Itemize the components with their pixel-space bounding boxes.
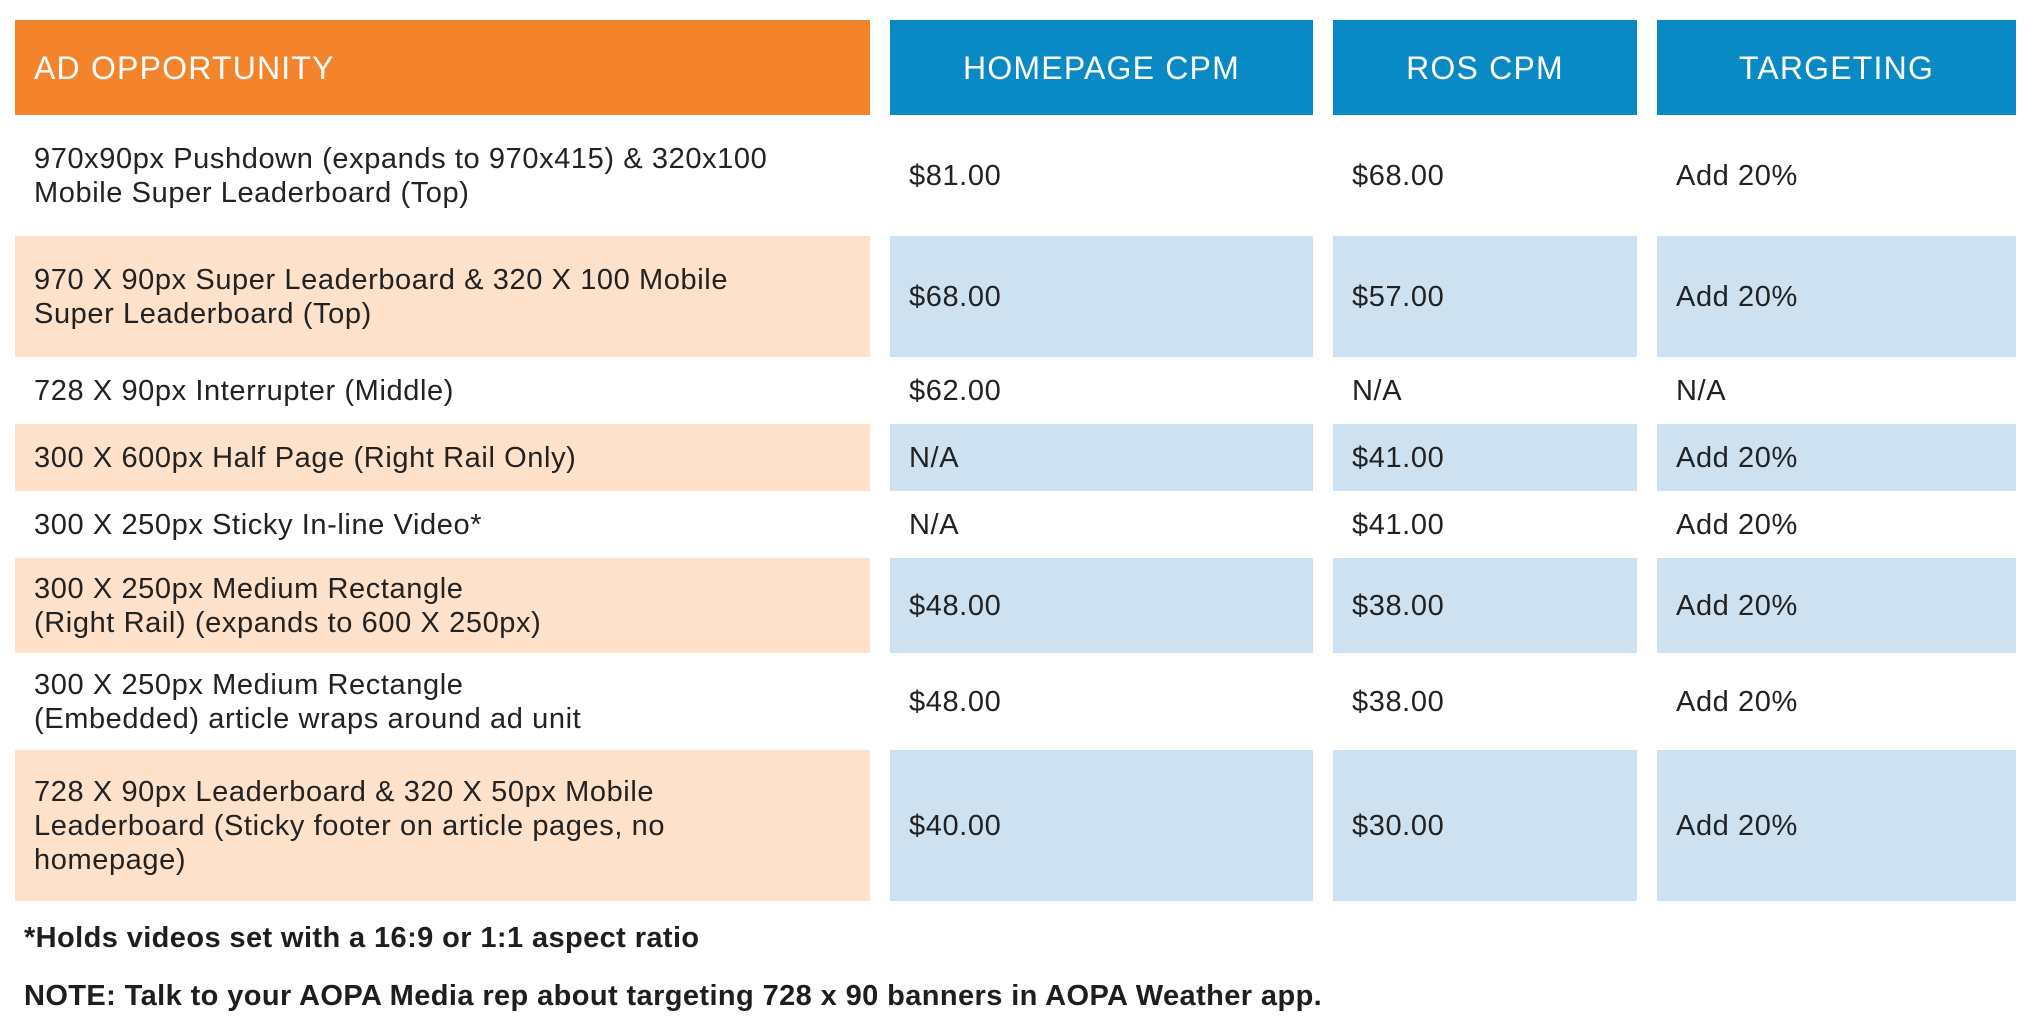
targeting-cell: N/A [1676, 374, 1727, 407]
ad-line: 970 X 90px Super Leaderboard & 320 X 100 Mobile [34, 263, 729, 296]
targeting-cell: Add 20% [1657, 558, 2016, 653]
homepage-cpm-cell: $48.00 [890, 558, 1313, 653]
ros-cpm-cell: $30.00 [1333, 750, 1637, 901]
ad-opportunity-cell [15, 236, 870, 357]
ad-line: 728 X 90px Leaderboard & 320 X 50px Mobile [34, 775, 655, 808]
targeting-cell: Add 20% [1676, 685, 1798, 718]
ad-opportunity-cell [15, 424, 870, 491]
ad-opportunity-cell [15, 653, 870, 750]
ad-opportunity-cell [15, 115, 870, 236]
table-row [15, 558, 2016, 653]
ad-opportunity-cell [15, 558, 870, 653]
targeting-cell: Add 20% [1657, 236, 2016, 357]
ad-line: (Right Rail) (expands to 600 X 250px) [34, 606, 542, 639]
table-row [15, 115, 2016, 236]
targeting-cell: Add 20% [1676, 159, 1798, 192]
ros-cpm-cell: $68.00 [1352, 159, 1445, 192]
ad-opportunity-cell [15, 750, 870, 901]
table-row [15, 491, 2016, 558]
ros-cpm-cell: $38.00 [1333, 558, 1637, 653]
ros-cpm-cell: $41.00 [1352, 508, 1445, 541]
targeting-cell: Add 20% [1676, 508, 1798, 541]
table-row [15, 653, 2016, 750]
ad-rate-table [15, 20, 2016, 901]
homepage-cpm-cell: N/A [909, 508, 960, 541]
ad-line: homepage) [34, 843, 187, 876]
header-targeting: TARGETING [1657, 20, 2016, 115]
header-homepage-cpm: HOMEPAGE CPM [890, 20, 1313, 115]
table-header-row [15, 20, 2016, 115]
homepage-cpm-cell: $81.00 [909, 159, 1002, 192]
ad-line: 300 X 600px Half Page (Right Rail Only) [34, 441, 577, 474]
homepage-cpm-cell: $40.00 [890, 750, 1313, 901]
ros-cpm-cell: N/A [1352, 374, 1403, 407]
ad-opportunity-cell [15, 491, 870, 558]
table-row [15, 750, 2016, 901]
ad-line: 300 X 250px Medium Rectangle [34, 572, 464, 605]
video-footnote: *Holds videos set with a 16:9 or 1:1 aspect ratio [24, 922, 700, 954]
ad-line: Super Leaderboard (Top) [34, 297, 372, 330]
homepage-cpm-cell: $48.00 [909, 685, 1002, 718]
homepage-cpm-cell: N/A [890, 424, 1313, 491]
ros-cpm-cell: $57.00 [1333, 236, 1637, 357]
targeting-cell: Add 20% [1657, 750, 2016, 901]
ad-line: (Embedded) article wraps around ad unit [34, 702, 582, 735]
ad-line: Leaderboard (Sticky footer on article pages, no [34, 809, 666, 842]
ros-cpm-cell: $38.00 [1352, 685, 1445, 718]
targeting-cell: Add 20% [1657, 424, 2016, 491]
table-row [15, 357, 2016, 424]
targeting-note: NOTE: Talk to your AOPA Media rep about targeting 728 x 90 banners in AOPA Weather app. [24, 980, 1323, 1012]
table-row [15, 236, 2016, 357]
ad-line: 970x90px Pushdown (expands to 970x415) & 320x100 [34, 142, 768, 175]
homepage-cpm-cell: $62.00 [909, 374, 1002, 407]
ad-line: Mobile Super Leaderboard (Top) [34, 176, 470, 209]
header-ad-opportunity: AD OPPORTUNITY [15, 20, 870, 115]
ros-cpm-cell: $41.00 [1333, 424, 1637, 491]
header-ros-cpm: ROS CPM [1333, 20, 1637, 115]
table-row [15, 424, 2016, 491]
ad-line: 300 X 250px Medium Rectangle [34, 668, 464, 701]
homepage-cpm-cell: $68.00 [890, 236, 1313, 357]
ad-line: 728 X 90px Interrupter (Middle) [34, 374, 454, 407]
ad-opportunity-cell [15, 357, 870, 424]
ad-line: 300 X 250px Sticky In-line Video* [34, 508, 483, 541]
